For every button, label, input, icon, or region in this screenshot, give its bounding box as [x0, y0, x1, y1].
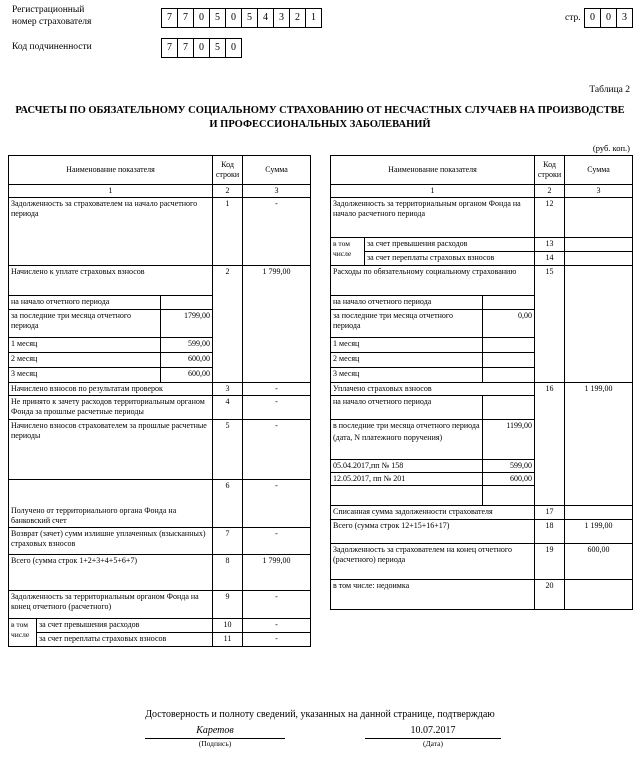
- row-2-begin-val: [161, 296, 213, 310]
- row-16-name: Уплачено страховых взносов: [331, 383, 535, 396]
- row-8-name: Всего (сумма строк 1+2+3+4+5+6+7): [9, 555, 213, 591]
- row-10-sum: -: [243, 619, 311, 633]
- month-1: 1 месяц: [331, 338, 483, 353]
- row-12-name: Задолженность за территориальным органом Фонда на начало расчетного периода: [331, 198, 535, 238]
- row-17-code: 17: [535, 506, 565, 520]
- row-20-code: 20: [535, 580, 565, 610]
- row-15-begin: на начало отчетного периода: [331, 296, 483, 310]
- row-6-code: 6: [213, 480, 243, 528]
- month-2-val: 600,00: [161, 353, 213, 368]
- row-15-last3-val: 0,00: [483, 310, 535, 338]
- reg-number-cells: [161, 8, 321, 28]
- sub-digit: 0: [225, 38, 242, 58]
- col-num: 2: [213, 185, 243, 198]
- row-12-code: 12: [535, 198, 565, 238]
- row-2-sum: 1 799,00: [243, 266, 311, 383]
- row-15-sum: [565, 266, 633, 383]
- row-2-begin: на начало отчетного периода: [9, 296, 161, 310]
- row-1-code: 1: [213, 198, 243, 266]
- col-num: 3: [565, 185, 633, 198]
- row-16-begin: на начало отчетного периода: [331, 396, 483, 420]
- row-1-sum: -: [243, 198, 311, 266]
- page-number-cells: [584, 8, 632, 28]
- row-16-last3-val: 1199,00: [483, 420, 535, 460]
- right-table: [330, 155, 633, 610]
- in-that-number: в том числе: [331, 238, 365, 266]
- col-code-header: Код строки: [535, 156, 565, 185]
- row-14-name: за счет переплаты страховых взносов: [365, 252, 535, 266]
- row-7-sum: -: [243, 528, 311, 555]
- payment-2: 12.05.2017, пп № 201: [331, 473, 483, 486]
- col-sum-header: Сумма: [565, 156, 633, 185]
- signature-block: [145, 725, 285, 748]
- row-19-name: Задолженность за страхователем на конец отчетного (расчетного) периода: [331, 544, 535, 580]
- month-3-val: [483, 368, 535, 383]
- reg-number-label: Регистрационный номер страхователя: [12, 5, 92, 27]
- month-2-val: [483, 353, 535, 368]
- row-4-sum: -: [243, 396, 311, 420]
- row-20-sum: [565, 580, 633, 610]
- payment-1: 05.04.2017,пп № 158: [331, 460, 483, 473]
- row-16-code: 16: [535, 383, 565, 506]
- row-14-code: 14: [535, 252, 565, 266]
- row-11-name: за счет переплаты страховых взносов: [37, 633, 213, 647]
- row-7-code: 7: [213, 528, 243, 555]
- month-2: 2 месяц: [9, 353, 161, 368]
- col-name-header: Наименование показателя: [331, 156, 535, 185]
- signer-name: Каретов: [145, 725, 285, 739]
- date-caption: (Дата): [423, 739, 443, 748]
- row-9-sum: -: [243, 591, 311, 619]
- in-that-number: в том числе: [9, 619, 37, 647]
- row-8-code: 8: [213, 555, 243, 591]
- row-7-name: Возврат (зачет) сумм излишне уплаченных (взысканных) страховых взносов: [9, 528, 213, 555]
- sub-digit: 7: [161, 38, 178, 58]
- row-16-last3: в последние три месяца отчетного периода (дата, N платежного поручения): [331, 420, 483, 460]
- reg-digit: 1: [305, 8, 322, 28]
- reg-digit: 0: [225, 8, 242, 28]
- row-4-code: 4: [213, 396, 243, 420]
- row-15-code: 15: [535, 266, 565, 383]
- row-11-sum: -: [243, 633, 311, 647]
- col-num: 3: [243, 185, 311, 198]
- row-4-name: Не принято к зачету расходов территориальным органом Фонда за прошлые расчетные периоды: [9, 396, 213, 420]
- reg-digit: 0: [193, 8, 210, 28]
- row-16-begin-val: [483, 396, 535, 420]
- reg-digit: 4: [257, 8, 274, 28]
- row-5-code: 5: [213, 420, 243, 480]
- sign-date: 10.07.2017: [365, 725, 501, 739]
- date-block: [365, 725, 501, 748]
- row-20-name: в том числе: недоимка: [331, 580, 535, 610]
- row-19-sum: 600,00: [565, 544, 633, 580]
- row-11-code: 11: [213, 633, 243, 647]
- row-2-name: Начислено к уплате страховых взносов: [9, 266, 213, 296]
- reg-digit: 5: [241, 8, 258, 28]
- page-title: РАСЧЕТЫ ПО ОБЯЗАТЕЛЬНОМУ СОЦИАЛЬНОМУ СТРАХОВАНИЮ ОТ НЕСЧАСТНЫХ СЛУЧАЕВ НА ПРОИЗВОДСТВЕ И ПРОФЕССИОНАЛЬНЫХ ЗАБОЛЕВАНИЙ: [15, 105, 625, 130]
- col-name-header: Наименование показателя: [9, 156, 213, 185]
- row-3-code: 3: [213, 383, 243, 396]
- page-digit: 0: [600, 8, 617, 28]
- month-3: 3 месяц: [9, 368, 161, 383]
- row-6-sum: -: [243, 480, 311, 528]
- sub-digit: 0: [193, 38, 210, 58]
- row-18-name: Всего (сумма строк 12+15+16+17): [331, 520, 535, 544]
- row-5-sum: -: [243, 420, 311, 480]
- row-8-sum: 1 799,00: [243, 555, 311, 591]
- payment-2-val: 600,00: [483, 473, 535, 486]
- month-3-val: 600,00: [161, 368, 213, 383]
- month-1-val: 599,00: [161, 338, 213, 353]
- payment-order-header: (дата, N платежного поручения): [333, 433, 443, 442]
- left-table: [8, 155, 311, 647]
- row-14-sum: [565, 252, 633, 266]
- row-10-code: 10: [213, 619, 243, 633]
- col-num: 1: [331, 185, 535, 198]
- row-6-name: Получено от территориального органа Фонда на банковский счет: [9, 480, 213, 528]
- row-1-name: Задолженность за страхователем на начало расчетного периода: [9, 198, 213, 266]
- page-label: стр.: [565, 13, 581, 23]
- reg-digit: 7: [177, 8, 194, 28]
- row-12-sum: [565, 198, 633, 238]
- row-3-sum: -: [243, 383, 311, 396]
- sub-code-cells: [161, 38, 241, 58]
- month-2: 2 месяц: [331, 353, 483, 368]
- row-16-sum: 1 199,00: [565, 383, 633, 506]
- page-digit: 3: [616, 8, 633, 28]
- col-num: 2: [535, 185, 565, 198]
- row-18-sum: 1 199,00: [565, 520, 633, 544]
- row-2-last3-val: 1799,00: [161, 310, 213, 338]
- row-2-code: 2: [213, 266, 243, 383]
- row-3-name: Начислено взносов по результатам проверок: [9, 383, 213, 396]
- reg-digit: 5: [209, 8, 226, 28]
- units-label: (руб. коп.): [592, 143, 630, 153]
- signature-caption: (Подпись): [198, 739, 232, 748]
- sub-digit: 7: [177, 38, 194, 58]
- row-2-last3: за последние три месяца отчетного периода: [9, 310, 161, 338]
- col-num: 1: [9, 185, 213, 198]
- sub-code-label: Код подчиненности: [12, 42, 92, 52]
- row-9-name: Задолженность за территориальным органом Фонда на конец отчетного (расчетного): [9, 591, 213, 619]
- row-13-sum: [565, 238, 633, 252]
- payment-1-val: 599,00: [483, 460, 535, 473]
- col-sum-header: Сумма: [243, 156, 311, 185]
- row-5-name: Начислено взносов страхователем за прошлые расчетные периоды: [9, 420, 213, 480]
- confirmation-text: Достоверность и полноту сведений, указанных на данной странице, подтверждаю: [145, 709, 495, 720]
- row-17-sum: [565, 506, 633, 520]
- row-17-name: Списанная сумма задолженности страхователя: [331, 506, 535, 520]
- month-1-val: [483, 338, 535, 353]
- row-9-code: 9: [213, 591, 243, 619]
- reg-digit: 2: [289, 8, 306, 28]
- page-digit: 0: [584, 8, 601, 28]
- row-19-code: 19: [535, 544, 565, 580]
- row-10-name: за счет превышения расходов: [37, 619, 213, 633]
- row-15-begin-val: [483, 296, 535, 310]
- reg-digit: 7: [161, 8, 178, 28]
- sub-digit: 5: [209, 38, 226, 58]
- month-1: 1 месяц: [9, 338, 161, 353]
- row-18-code: 18: [535, 520, 565, 544]
- month-3: 3 месяц: [331, 368, 483, 383]
- reg-digit: 3: [273, 8, 290, 28]
- row-15-last3: за последние три месяца отчетного периода: [331, 310, 483, 338]
- row-15-name: Расходы по обязательному социальному страхованию: [331, 266, 535, 296]
- payment-3-val: [483, 486, 535, 506]
- payment-3: [331, 486, 483, 506]
- row-13-code: 13: [535, 238, 565, 252]
- row-13-name: за счет превышения расходов: [365, 238, 535, 252]
- col-code-header: Код строки: [213, 156, 243, 185]
- table-number: Таблица 2: [589, 85, 630, 95]
